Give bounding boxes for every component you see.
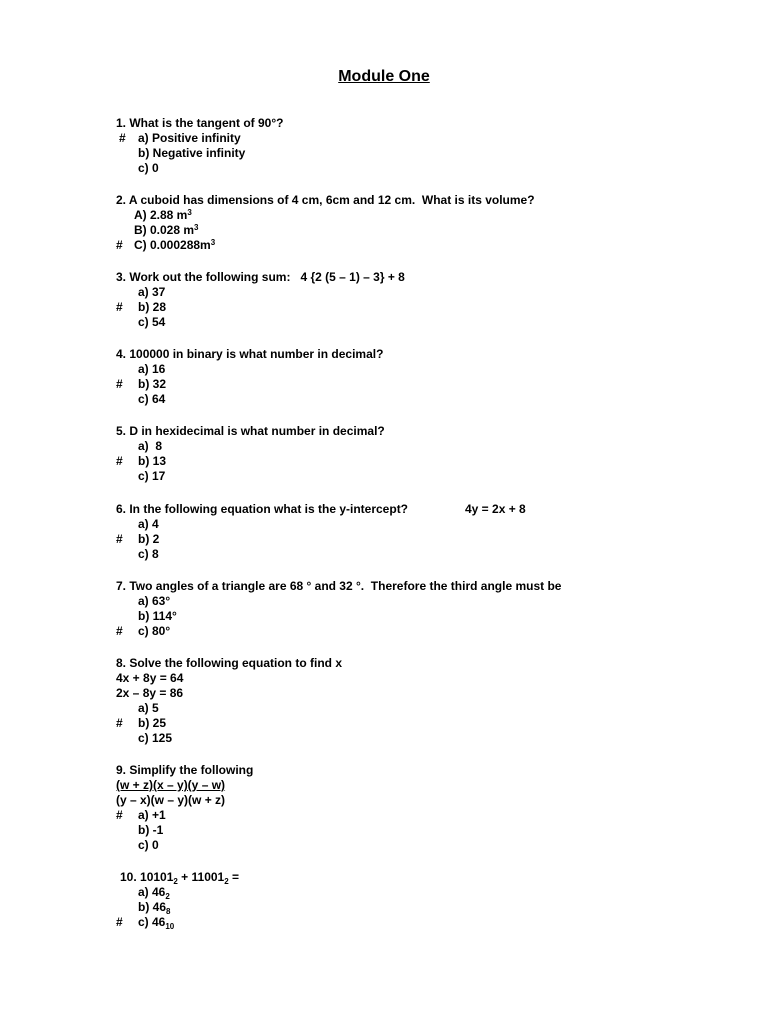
question-6: 6. In the following equation what is the y-intercept? (116, 502, 409, 516)
option-a: a) 5 (138, 701, 159, 715)
option-b: b) 32 (138, 377, 167, 391)
answer-mark: # (116, 915, 123, 929)
option-b: B) 0.028 $m^3$ (134, 223, 199, 237)
answer-mark: # (116, 377, 123, 391)
answer-mark: # (116, 532, 123, 546)
option-c: c) 80° (138, 624, 171, 638)
option-c: c) 0 (138, 161, 159, 175)
option-c: c) 125 (138, 731, 173, 745)
option-a: a) 37 (138, 285, 166, 299)
option-b: b) 13 (138, 454, 167, 468)
option-c: c) 17 (138, 469, 166, 483)
question-2: 2. A cuboid has dimensions of 4 cm, 6cm and 12 cm. What is its volume? (116, 193, 535, 207)
option-b: b) 28 (138, 300, 167, 314)
option-a: a) $46_2$ (138, 885, 170, 901)
option-c: c) 54 (138, 315, 166, 329)
option-b: b) 25 (138, 716, 167, 730)
option-a: a) 16 (138, 362, 166, 376)
option-b: b) 2 (138, 532, 160, 546)
option-a: a) Positive infinity (138, 131, 241, 145)
fraction-numerator: (w + z)(x – y)(y – w) (116, 778, 226, 792)
option-a: a) 4 (138, 517, 159, 531)
page-title: Module One (338, 68, 430, 85)
answer-mark: # (116, 624, 123, 638)
option-c: c) 8 (138, 547, 159, 561)
question-5: 5. D in hexidecimal is what number in decimal? (116, 424, 385, 438)
question-8: 8. Solve the following equation to find x (116, 656, 343, 670)
option-c: c) 64 (138, 392, 166, 406)
option-a: a) 63° (138, 594, 171, 608)
question-10: 10. $10101_2 + 11001_2$ = (120, 870, 240, 886)
answer-mark: # (119, 131, 126, 145)
option-b: b) 114° (138, 609, 177, 623)
equation: 4y = 2x + 8 (465, 502, 526, 516)
option-a: A) 2.88 $m^3$ (134, 208, 192, 222)
question-4: 4. 100000 in binary is what number in decimal? (116, 347, 384, 361)
question-1: 1. What is the tangent of 90°? (116, 116, 284, 130)
option-b: b) -1 (138, 823, 164, 837)
question-3: 3. Work out the following sum: 4 {2 (5 – 1) – 3} + 8 (116, 270, 405, 284)
option-a: a) +1 (138, 808, 166, 822)
option-c: c) 0 (138, 838, 159, 852)
option-b: b) Negative infinity (138, 146, 246, 160)
answer-mark: # (116, 238, 123, 252)
answer-mark: # (116, 716, 123, 730)
option-b: b) $46_8$ (138, 900, 171, 916)
option-c: c) $46_{10}$ (138, 915, 175, 931)
answer-mark: # (116, 808, 123, 822)
option-c: C) $0.000288m^3$ (134, 238, 216, 252)
equation-1: 4x + 8y = 64 (116, 671, 184, 685)
answer-mark: # (116, 454, 123, 468)
equation-2: 2x – 8y = 86 (116, 686, 184, 700)
answer-mark: # (116, 300, 123, 314)
question-7: 7. Two angles of a triangle are 68 ° and 32 °. Therefore the third angle must be (116, 579, 562, 593)
question-9: 9. Simplify the following (116, 763, 254, 777)
fraction-denominator: (y – x)(w – y)(w + z) (116, 793, 226, 807)
option-a: a) 8 (138, 439, 163, 453)
